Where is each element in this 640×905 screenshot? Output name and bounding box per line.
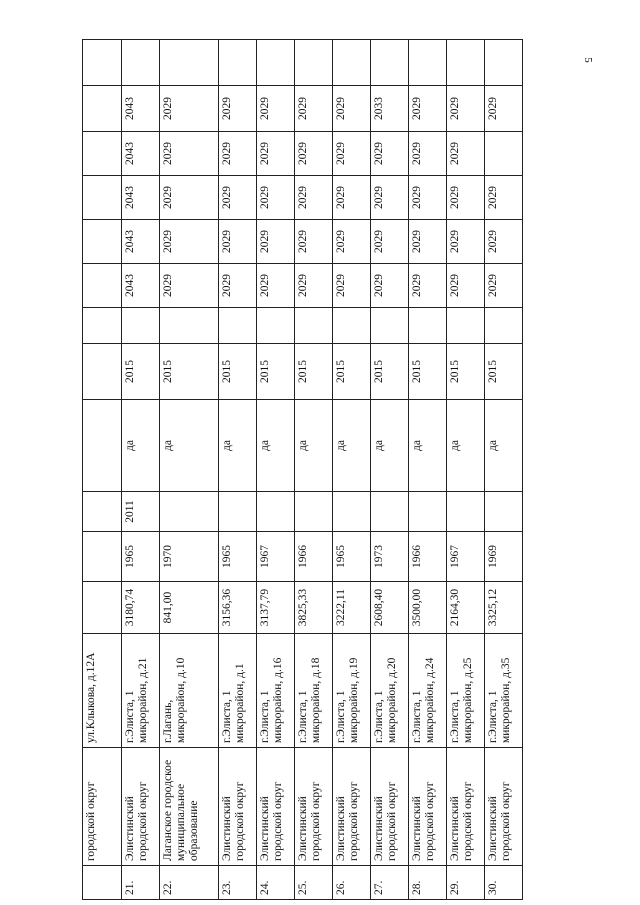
cell-year-built: 1965 bbox=[122, 532, 160, 582]
cell-area: 3137,79 bbox=[257, 582, 295, 634]
table-row bbox=[447, 40, 485, 900]
cell-year-built: 1965 bbox=[219, 532, 257, 582]
cell-district: Элистинский городской округ bbox=[371, 748, 409, 866]
cell-year-a: 2015 bbox=[160, 344, 219, 400]
cell-year-b bbox=[122, 308, 160, 344]
cell-district: Элистинский городской округ bbox=[333, 748, 371, 866]
cell-year-built: 1966 bbox=[295, 532, 333, 582]
cell-year-b bbox=[371, 308, 409, 344]
cell-year-a: 2015 bbox=[219, 344, 257, 400]
cell-address: г.Элиста, 1 микрорайон, д.1 bbox=[219, 634, 257, 748]
cell-y3: 2029 bbox=[485, 176, 523, 220]
cell-flag: да bbox=[257, 400, 295, 492]
cell-year-repair bbox=[257, 492, 295, 532]
cell-y1: 2029 bbox=[485, 264, 523, 308]
cell-area: 3180,74 bbox=[122, 582, 160, 634]
cell-y4 bbox=[485, 132, 523, 176]
cell-year-built: 1970 bbox=[160, 532, 219, 582]
cell-y4: 2029 bbox=[447, 132, 485, 176]
cell-district: Элистинский городской округ bbox=[122, 748, 160, 866]
rotated-table-container bbox=[82, 40, 558, 900]
cell-num bbox=[83, 866, 122, 900]
cell-year-repair bbox=[447, 492, 485, 532]
table-row bbox=[122, 40, 160, 900]
cell-y4: 2029 bbox=[371, 132, 409, 176]
cell-year-repair bbox=[219, 492, 257, 532]
cell-area: 2608,40 bbox=[371, 582, 409, 634]
cell-year-built: 1966 bbox=[409, 532, 447, 582]
cell-district: Элистинский городской округ bbox=[409, 748, 447, 866]
cell-y5: 2029 bbox=[333, 86, 371, 132]
cell-flag: да bbox=[485, 400, 523, 492]
cell-area: 3325,12 bbox=[485, 582, 523, 634]
cell-year-built: 1965 bbox=[333, 532, 371, 582]
cell-num: 30. bbox=[485, 866, 523, 900]
cell-y3: 2029 bbox=[371, 176, 409, 220]
cell-flag: да bbox=[371, 400, 409, 492]
cell-year-a: 2015 bbox=[409, 344, 447, 400]
cell-year-a: 2015 bbox=[447, 344, 485, 400]
cell-y3: 2029 bbox=[219, 176, 257, 220]
cell-num: 25. bbox=[295, 866, 333, 900]
cell-y2: 2029 bbox=[219, 220, 257, 264]
cell-y3: 2043 bbox=[122, 176, 160, 220]
cell-y1: 2029 bbox=[371, 264, 409, 308]
cell-year-a: 2015 bbox=[295, 344, 333, 400]
cell-y1: 2029 bbox=[409, 264, 447, 308]
cell-y3: 2029 bbox=[409, 176, 447, 220]
page-number: 5 bbox=[582, 57, 594, 63]
cell-district: Элистинский городской округ bbox=[447, 748, 485, 866]
cell-area: 2164,30 bbox=[447, 582, 485, 634]
table-row bbox=[257, 40, 295, 900]
cell-year-a: 2015 bbox=[485, 344, 523, 400]
cell-district: Элистинский городской округ bbox=[257, 748, 295, 866]
cell-y2: 2029 bbox=[485, 220, 523, 264]
cell-y1: 2029 bbox=[333, 264, 371, 308]
cell-y2: 2043 bbox=[122, 220, 160, 264]
cell-num: 23. bbox=[219, 866, 257, 900]
cell-flag: да bbox=[122, 400, 160, 492]
cell-y3: 2029 bbox=[257, 176, 295, 220]
cell-flag: да bbox=[409, 400, 447, 492]
cell-y3: 2029 bbox=[295, 176, 333, 220]
cell-address: г.Элиста, 1 микрорайон, д.16 bbox=[257, 634, 295, 748]
cell-year-a: 2015 bbox=[371, 344, 409, 400]
cell-y1: 2029 bbox=[295, 264, 333, 308]
cell-year-b bbox=[409, 308, 447, 344]
cell-year-a: 2015 bbox=[257, 344, 295, 400]
cell-num: 27. bbox=[371, 866, 409, 900]
cell-year-repair bbox=[160, 492, 219, 532]
cell-num: 29. bbox=[447, 866, 485, 900]
cell-year-b bbox=[295, 308, 333, 344]
cell-year-a: 2015 bbox=[333, 344, 371, 400]
table-row bbox=[333, 40, 371, 900]
cell-address: г.Элиста, 1 микрорайон, д.35 bbox=[485, 634, 523, 748]
cell-y2: 2029 bbox=[333, 220, 371, 264]
cell-y3: 2029 bbox=[333, 176, 371, 220]
cell-y5: 2029 bbox=[160, 86, 219, 132]
cell-num: 28. bbox=[409, 866, 447, 900]
cell-y5: 2043 bbox=[122, 86, 160, 132]
cell-year-repair bbox=[333, 492, 371, 532]
cell-num: 26. bbox=[333, 866, 371, 900]
housing-repair-table bbox=[82, 39, 523, 900]
table-row bbox=[295, 40, 333, 900]
cell-year-built: 1973 bbox=[371, 532, 409, 582]
cell-year-a: 2015 bbox=[122, 344, 160, 400]
cell-y2: 2029 bbox=[447, 220, 485, 264]
cell-address: г.Элиста, 1 микрорайон, д.24 bbox=[409, 634, 447, 748]
cell-area: 3500,00 bbox=[409, 582, 447, 634]
cell-flag: да bbox=[333, 400, 371, 492]
cell-district: Элистинский городской округ bbox=[219, 748, 257, 866]
cell-address: г.Элиста, 1 микрорайон, д.21 bbox=[122, 634, 160, 748]
cell-year-repair bbox=[295, 492, 333, 532]
cell-area: 3156,36 bbox=[219, 582, 257, 634]
cell-y3: 2029 bbox=[447, 176, 485, 220]
cell-district: Элистинский городской округ bbox=[485, 748, 523, 866]
cell-y1: 2043 bbox=[122, 264, 160, 308]
cell-y5: 2029 bbox=[219, 86, 257, 132]
cell-y5: 2029 bbox=[485, 86, 523, 132]
table-row bbox=[409, 40, 447, 900]
cell-flag: да bbox=[447, 400, 485, 492]
cell-year-b bbox=[485, 308, 523, 344]
cell-year-repair: 2011 bbox=[122, 492, 160, 532]
table-row-continued bbox=[83, 40, 122, 900]
cell-y2: 2029 bbox=[295, 220, 333, 264]
cell-address: ул.Клыкова, д.12А bbox=[83, 634, 122, 748]
cell-area: 3222,11 bbox=[333, 582, 371, 634]
cell-area: 3825,33 bbox=[295, 582, 333, 634]
cell-district: Элистинский городской округ bbox=[295, 748, 333, 866]
cell-year-b bbox=[333, 308, 371, 344]
cell-y5: 2029 bbox=[409, 86, 447, 132]
cell-y5: 2029 bbox=[447, 86, 485, 132]
cell-area: 841,00 bbox=[160, 582, 219, 634]
cell-y2: 2029 bbox=[160, 220, 219, 264]
cell-y2: 2029 bbox=[257, 220, 295, 264]
cell-y4: 2043 bbox=[122, 132, 160, 176]
cell-num: 21. bbox=[122, 866, 160, 900]
cell-y3: 2029 bbox=[160, 176, 219, 220]
cell-y4: 2029 bbox=[295, 132, 333, 176]
cell-y1: 2029 bbox=[447, 264, 485, 308]
cell-num: 22. bbox=[160, 866, 219, 900]
table-row bbox=[160, 40, 219, 900]
cell-year-b bbox=[257, 308, 295, 344]
cell-y5: 2029 bbox=[295, 86, 333, 132]
cell-y2: 2029 bbox=[409, 220, 447, 264]
table-row bbox=[219, 40, 257, 900]
cell-address: г.Элиста, 1 микрорайон, д.25 bbox=[447, 634, 485, 748]
cell-year-repair bbox=[409, 492, 447, 532]
cell-address: г.Элиста, 1 микрорайон, д.19 bbox=[333, 634, 371, 748]
cell-y1: 2029 bbox=[219, 264, 257, 308]
cell-y1: 2029 bbox=[160, 264, 219, 308]
cell-year-repair bbox=[485, 492, 523, 532]
cell-address: г.Элиста, 1 микрорайон, д.20 bbox=[371, 634, 409, 748]
cell-flag: да bbox=[160, 400, 219, 492]
cell-year-b bbox=[160, 308, 219, 344]
cell-district: городской округ bbox=[83, 748, 122, 866]
cell-district: Лаганское городское муниципальное образование bbox=[160, 748, 219, 866]
cell-year-b bbox=[219, 308, 257, 344]
cell-y4: 2029 bbox=[409, 132, 447, 176]
cell-year-repair bbox=[371, 492, 409, 532]
table-row bbox=[485, 40, 523, 900]
cell-address: г.Элиста, 1 микрорайон, д.18 bbox=[295, 634, 333, 748]
cell-y4: 2029 bbox=[333, 132, 371, 176]
cell-year-built: 1969 bbox=[485, 532, 523, 582]
cell-address: г.Лагань, микрорайон, д.10 bbox=[160, 634, 219, 748]
cell-y4: 2029 bbox=[219, 132, 257, 176]
cell-flag: да bbox=[219, 400, 257, 492]
cell-y4: 2029 bbox=[160, 132, 219, 176]
cell-y2: 2029 bbox=[371, 220, 409, 264]
cell-year-built: 1967 bbox=[257, 532, 295, 582]
cell-year-built: 1967 bbox=[447, 532, 485, 582]
cell-flag: да bbox=[295, 400, 333, 492]
cell-num: 24. bbox=[257, 866, 295, 900]
cell-year-b bbox=[447, 308, 485, 344]
cell-y1: 2029 bbox=[257, 264, 295, 308]
table-row bbox=[371, 40, 409, 900]
cell-y4: 2029 bbox=[257, 132, 295, 176]
cell-y5: 2033 bbox=[371, 86, 409, 132]
cell-y5: 2029 bbox=[257, 86, 295, 132]
